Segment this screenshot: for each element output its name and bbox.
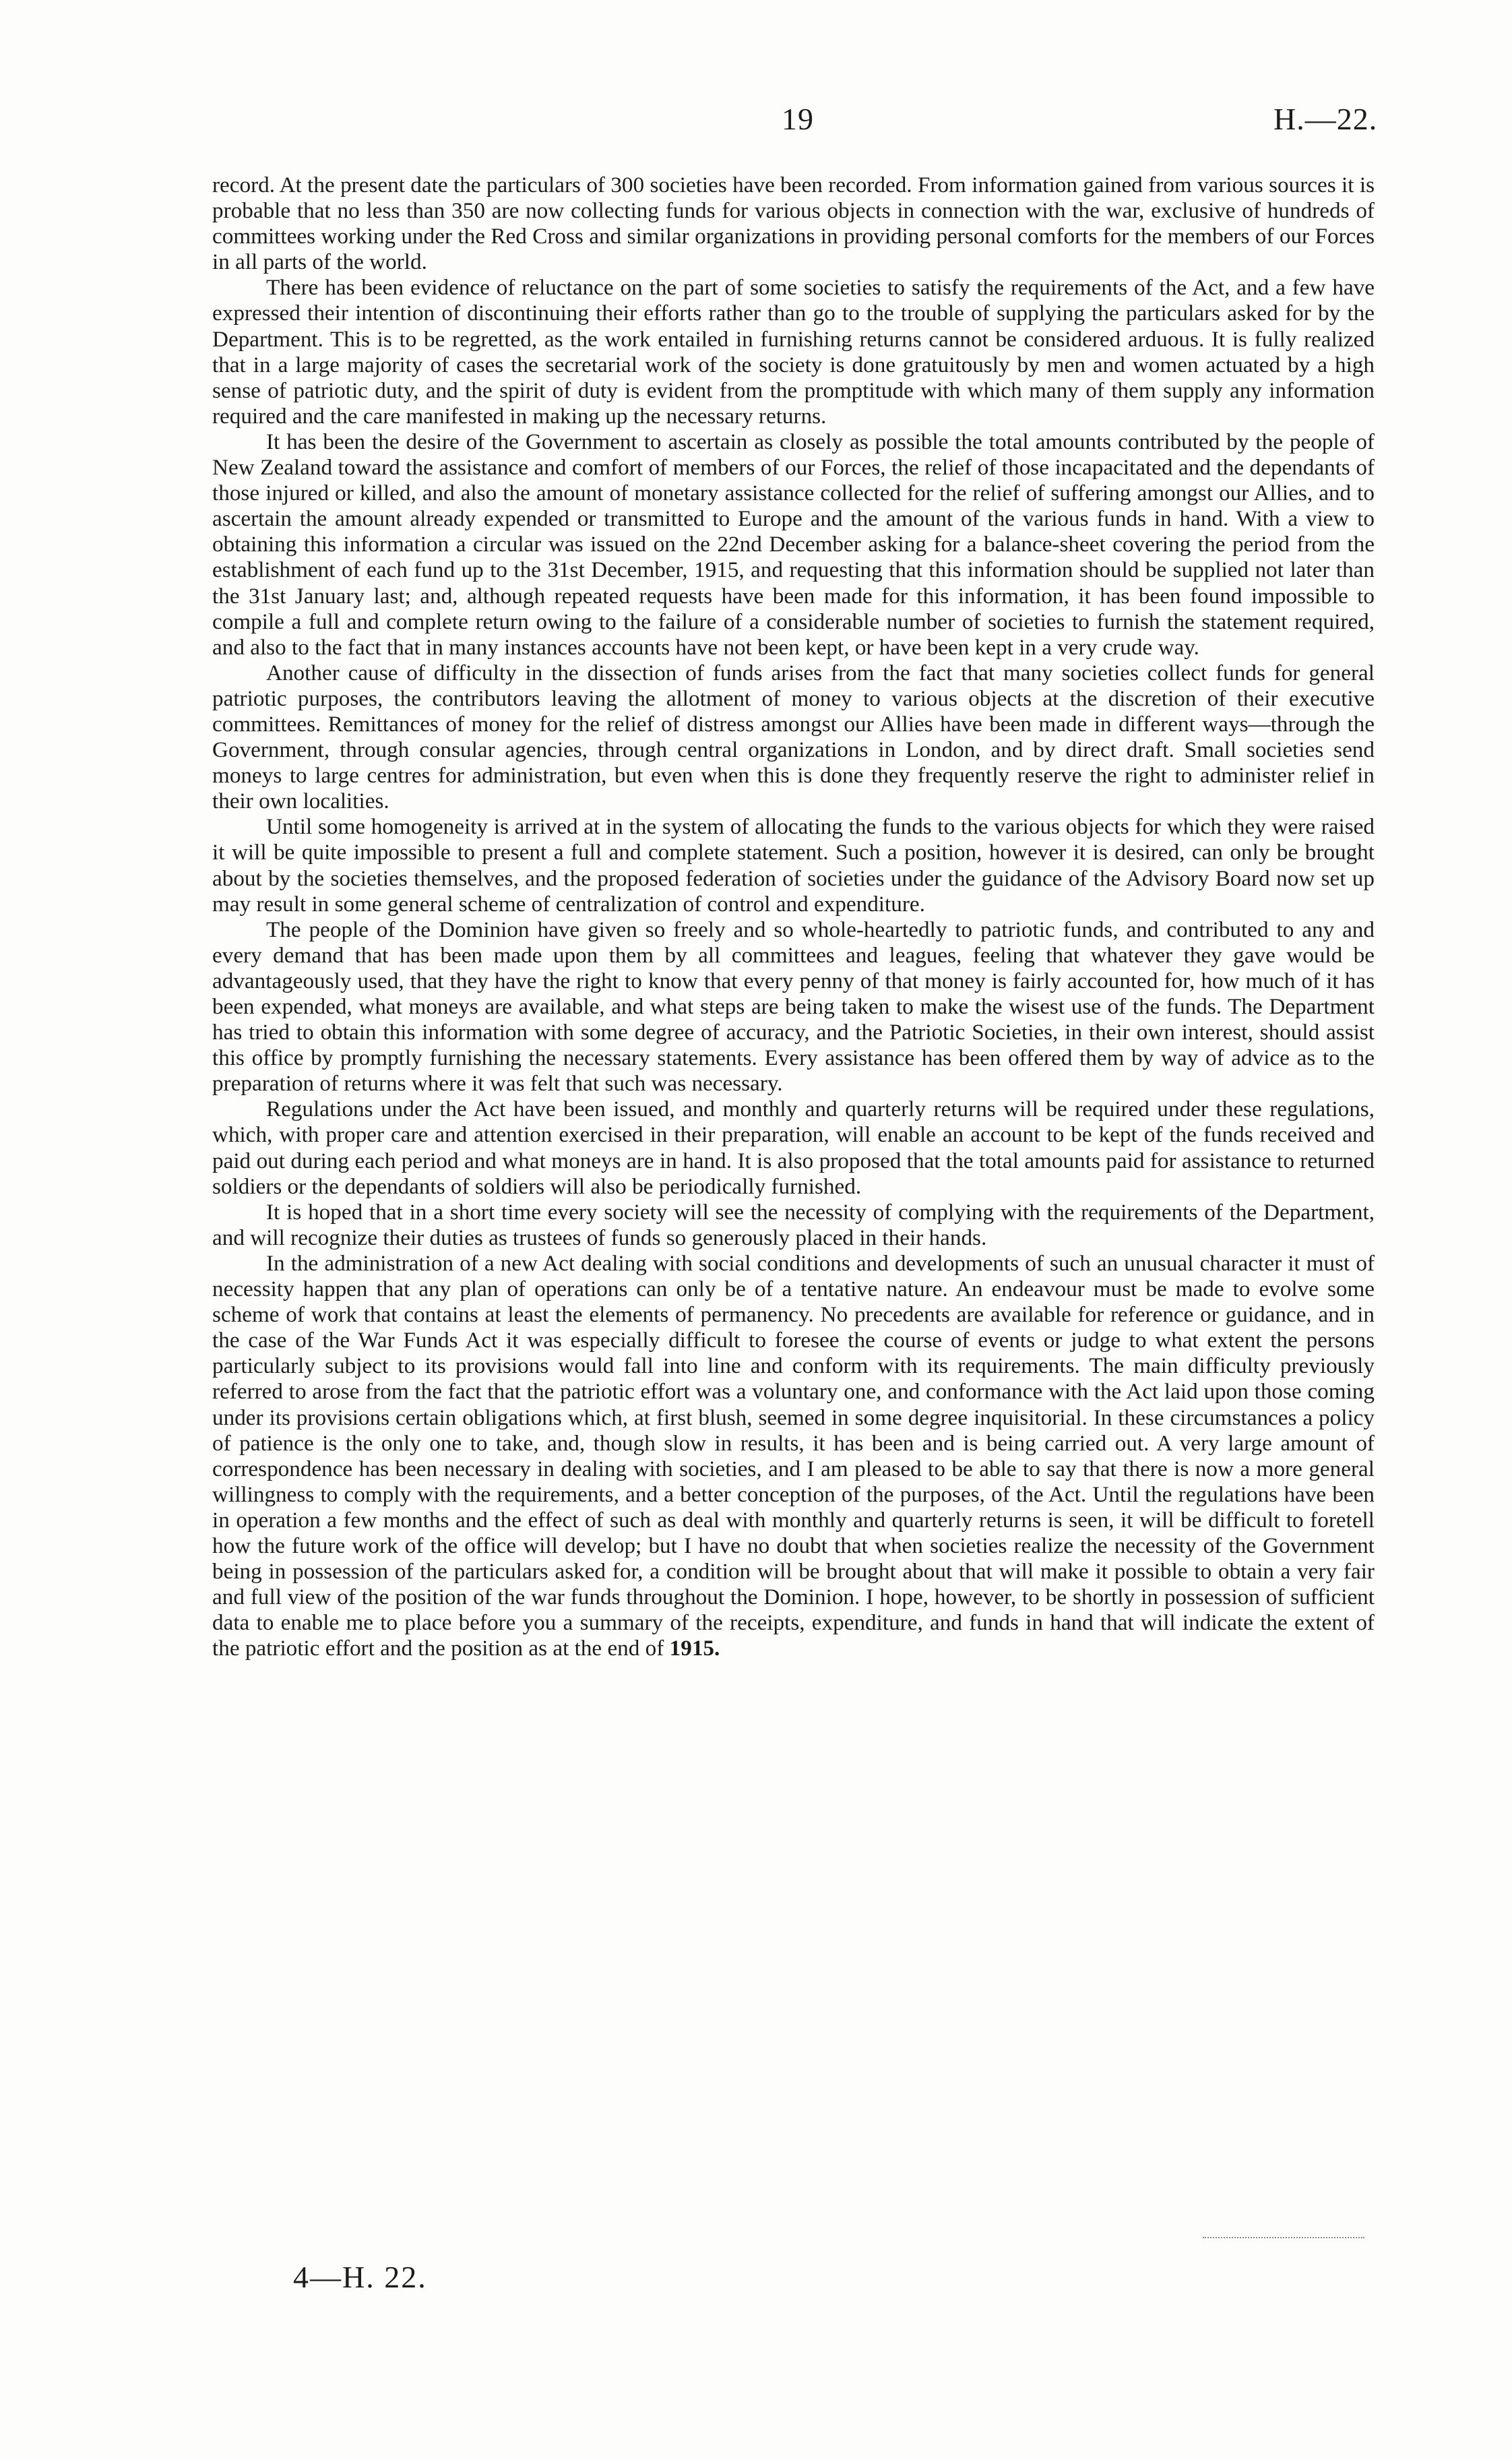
paragraph: Another cause of difficulty in the dissection of funds arises from the fact that many societies collect funds for general patriotic purposes, the contributors leaving the allotment of money to various objects at the discretion of their executive committees. Remittances of money for the relief of distress amongst our Allies have been made in different ways—through the Government, through consular agencies, through central organizations in London, and by direct draft. Small societies send moneys to large centres for administration, but even when this is done they frequently reserve the right to administer relief in their own localities. [212, 660, 1375, 814]
page-number: 19 [782, 102, 814, 136]
printer-rule [1203, 2237, 1364, 2238]
document-reference: H.—22. [1273, 102, 1378, 136]
closing-year: 1915. [669, 1636, 720, 1661]
page-header [0, 101, 1512, 142]
paragraph: There has been evidence of reluctance on the part of some societies to satisfy the requirements of the Act, and a few have expressed their intention of discontinuing their efforts rather than go to the trouble of supplying the particulars asked for by the Department. This is to be regretted, as the work entailed in furnishing returns cannot be considered arduous. It is fully realized that in a large majority of cases the secretarial work of the society is done gratuitously by men and women actuated by a high sense of patriotic duty, and the spirit of duty is evident from the promptitude with which many of them supply any information required and the care manifested in making up the necessary returns. [212, 275, 1375, 429]
paragraph: It is hoped that in a short time every society will see the necessity of complying with the requirements of the Department, and will recognize their duties as trustees of funds so generously placed in their hands. [212, 1199, 1375, 1250]
signature-reference: 4—H. 22. [293, 2260, 427, 2294]
paragraph-text: In the administration of a new Act dealing with social conditions and developments of such an unusual character it must of necessity happen that any plan of operations can only be of a tentative nature. An endeavour must be made to evolve some scheme of work that contains at least the elements of permanency. No precedents are available for reference or guidance, and in the case of the War Funds Act it was especially difficult to foresee the course of events or judge to what extent the persons particularly subject to its provisions would fall into line and conform with its requirements. The main difficulty previously referred to arose from the fact that the patriotic effort was a voluntary one, and conformance with the Act laid upon those coming under its provisions certain obligations which, at first blush, seemed in some degree inquisitorial. In these circumstances a policy of patience is the only one to take, and, though slow in results, it has been and is being carried out. A very large amount of correspondence has been necessary in dealing with societies, and I am pleased to be able to say that there is now a more general willingness to comply with the requirements, and a better conception of the purposes, of the Act. Until the regulations have been in operation a few months and the effect of such as deal with monthly and quarterly returns is seen, it will be difficult to foretell how the future work of the office will develop; but I have no doubt that when societies realize the necessity of the Government being in possession of the particulars asked for, a condition will be brought about that will make it possible to obtain a very fair and full view of the position of the war funds throughout the Dominion. I hope, however, to be shortly in possession of sufficient data to enable me to place before you a summary of the receipts, expenditure, and funds in hand that will indicate the extent of the patriotic effort and the position as at the end of [212, 1250, 1375, 1661]
paragraph: It has been the desire of the Government to ascertain as closely as possible the total amounts contributed by the people of New Zealand toward the assistance and comfort of members of our Forces, the relief of those incapacitated and the dependants of those injured or killed, and also the amount of monetary assistance collected for the relief of suffering amongst our Allies, and to ascertain the amount already expended or transmitted to Europe and the amount of the various funds in hand. With a view to obtaining this information a circular was issued on the 22nd December asking for a balance-sheet covering the period from the establishment of each fund up to the 31st December, 1915, and requesting that this information should be supplied not later than the 31st January last; and, although repeated requests have been made for this information, it has been found impossible to compile a full and complete return owing to the failure of a considerable number of societies to furnish the statement required, and also to the fact that in many instances accounts have not been kept, or have been kept in a very crude way. [212, 429, 1375, 660]
paragraph: Until some homogeneity is arrived at in the system of allocating the funds to the various objects for which they were raised it will be quite impossible to present a full and complete statement. Such a position, however it is desired, can only be brought about by the societies themselves, and the proposed federation of societies under the guidance of the Advisory Board now set up may result in some general scheme of centralization of control and expenditure. [212, 814, 1375, 917]
paragraph-final [212, 1251, 1375, 1662]
paragraph: The people of the Dominion have given so freely and so whole-heartedly to patriotic funds, and contributed to any and every demand that has been made upon them by all committees and leagues, feeling that whatever they gave would be advantageously used, that they have the right to know that every penny of that money is fairly accounted for, how much of it has been expended, what moneys are available, and what steps are being taken to make the wisest use of the funds. The Department has tried to obtain this information with some degree of accuracy, and the Patriotic Societies, in their own interest, should assist this office by promptly furnishing the necessary statements. Every assistance has been offered them by way of advice as to the preparation of returns where it was felt that such was necessary. [212, 917, 1375, 1097]
paragraph: record. At the present date the particulars of 300 societies have been recorded. From information gained from various sources it is probable that no less than 350 are now collecting funds for various objects in connection with the war, exclusive of hundreds of committees working under the Red Cross and similar organizations in providing personal comforts for the members of our Forces in all parts of the world. [212, 173, 1375, 275]
paragraph: Regulations under the Act have been issued, and monthly and quarterly returns will be required under these regulations, which, with proper care and attention exercised in their preparation, will enable an account to be kept of the funds received and paid out during each period and what moneys are in hand. It is also proposed that the total amounts paid for assistance to returned soldiers or the dependants of soldiers will also be periodically furnished. [212, 1097, 1375, 1199]
body-text [212, 173, 1375, 1661]
